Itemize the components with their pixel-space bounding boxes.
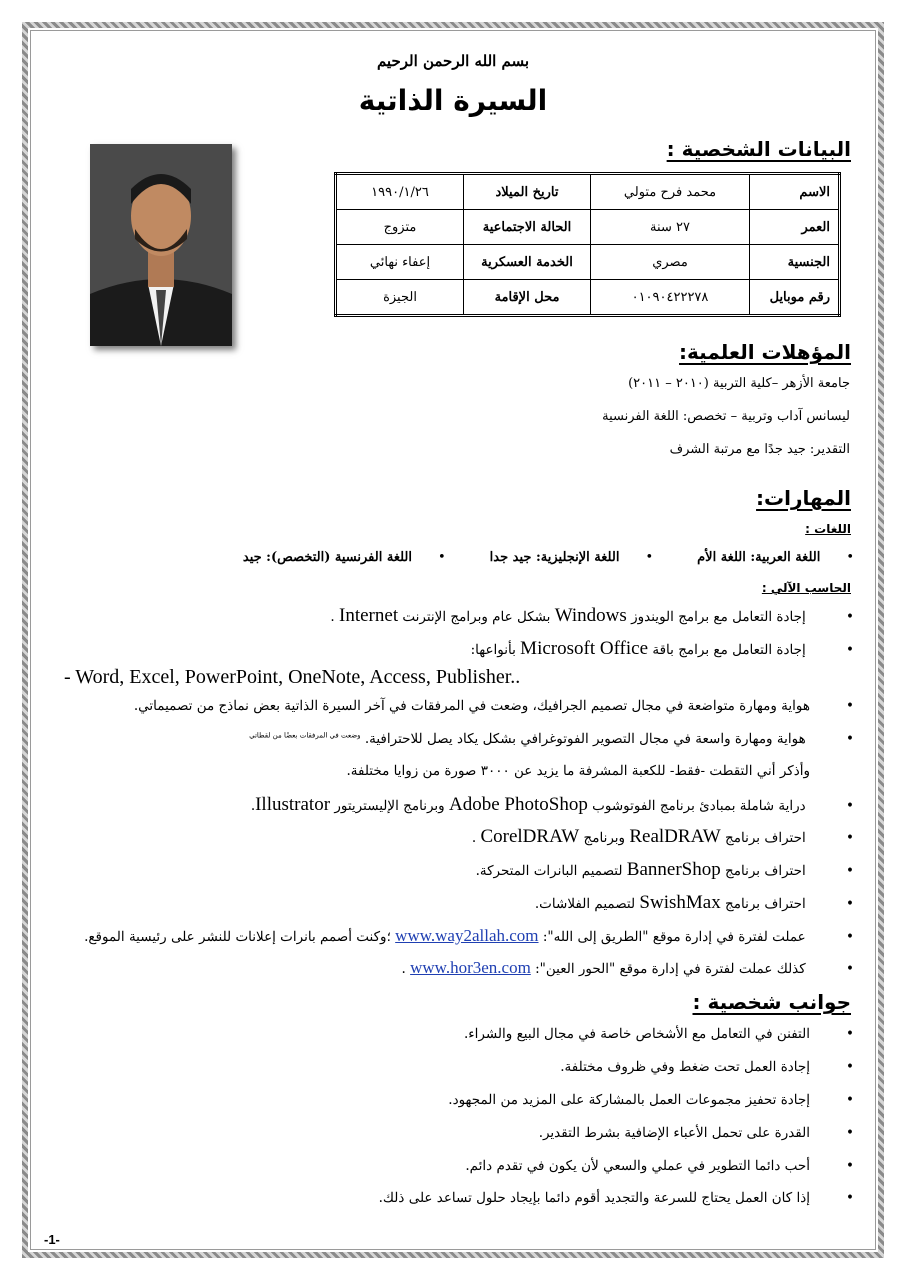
table-cell: متزوج [336,210,464,245]
table-cell: ٢٧ سنة [591,210,750,245]
language-item: • اللغة الإنجليزية: جيد جدا [490,550,653,565]
qualification-line: جامعة الأزهر –كلية التربية (٢٠١٠ – ٢٠١١) [628,376,850,391]
skill-item: • عملت لفترة في إدارة موقع "الطريق إلى الله": www.way2allah.com ؛وكنت أصمم بانرات إعلانات للنشر على رئيسية الموقع. [84,926,854,946]
website-link[interactable]: www.way2allah.com [395,926,539,945]
table-cell: ٠١٠٩٠٤٢٢٢٧٨ [591,280,750,316]
computer-subheading: الحاسب الآلي : [761,581,851,595]
page-title: السيرة الذاتية [358,84,548,117]
table-cell: محمد فرح متولي [591,174,750,210]
skill-item: • كذلك عملت لفترة في إدارة موقع "الحور العين": www.hor3en.com . [402,958,854,978]
personal-aspects-heading: جوانب شخصية : [692,990,851,1014]
skill-item: • هواية ومهارة واسعة في مجال التصوير الفوتوغرافي بشكل يكاد يصل للاحترافية. $^{وضعت في المرفقات بعضًا من لقطاتي}$ [249,731,854,747]
table-cell: رقم موبايل [750,280,840,316]
languages-list [54,550,854,565]
table-row [336,210,840,245]
personal-data-heading: البيانات الشخصية : [666,137,851,161]
qualification-line: التقدير: جيد جدًا مع مرتبة الشرف [669,442,850,457]
profile-photo [90,144,232,346]
table-row [336,280,840,316]
table-cell: الخدمة العسكرية [464,245,591,280]
page-number: -1- [44,1232,60,1247]
table-cell: تاريخ الميلاد [464,174,591,210]
table-cell: الجنسية [750,245,840,280]
skill-item: • احتراف برنامج RealDRAW وبرنامج CorelDRAW . [472,826,854,848]
table-row [336,174,840,210]
aspect-item: • أحب دائما التطوير في عملي والسعي لأن يكون في تقدم دائم. [465,1158,854,1174]
table-cell: الاسم [750,174,840,210]
language-item: • اللغة العربية: اللغة الأم [697,550,854,565]
languages-subheading: اللغات : [805,522,851,536]
skill-item: • دراية شاملة بمبادئ برنامج الفوتوشوب Adobe PhotoShop وبرنامج الإليستريتور Illustrator. [251,794,854,816]
skill-item: • احتراف برنامج SwishMax لتصميم الفلاشات. [535,892,854,914]
qualification-line: ليسانس آداب وتربية – تخصص: اللغة الفرنسية [602,409,850,424]
table-cell: محل الإقامة [464,280,591,316]
personal-info-table [334,172,841,317]
table-cell: الحالة الاجتماعية [464,210,591,245]
table-row [336,245,840,280]
office-apps-list: - Word, Excel, PowerPoint, OneNote, Access, Publisher.. [64,666,521,688]
table-cell: العمر [750,210,840,245]
aspect-item: • إذا كان العمل يحتاج للسرعة والتجديد أقوم دائما بإيجاد حلول تساعد على ذلك. [379,1190,854,1206]
language-item: • اللغة الفرنسية (التخصص): جيد [243,550,446,565]
skill-item: • إجادة التعامل مع برامج باقة Microsoft Office بأنواعها: [471,638,854,660]
basmala: بسم الله الرحمن الرحيم [376,52,530,70]
table-cell: الجيزة [336,280,464,316]
aspect-item: • التفنن في التعامل مع الأشخاص خاصة في مجال البيع والشراء. [464,1026,854,1042]
table-cell: إعفاء نهائي [336,245,464,280]
skill-continuation: وأذكر أني التقطت -فقط- للكعبة المشرفة ما يزيد عن ٣٠٠٠ صورة من زوايا مختلفة. [346,763,810,779]
table-cell: مصري [591,245,750,280]
website-link[interactable]: www.hor3en.com [410,958,531,977]
skill-item: • هواية ومهارة متواضعة في مجال تصميم الجرافيك، وضعت في المرفقات في آخر السيرة الذاتية بعض نماذج من تصميماتي. [134,698,854,714]
aspect-item: • القدرة على تحمل الأعباء الإضافية بشرط التقدير. [539,1125,854,1141]
table-cell: ١٩٩٠/١/٢٦ [336,174,464,210]
aspect-item: • إجادة تحفيز مجموعات العمل بالمشاركة على المزيد من المجهود. [448,1092,854,1108]
qualifications-heading: المؤهلات العلمية: [679,340,851,364]
aspect-item: • إجادة العمل تحت ضغط وفي ظروف مختلفة. [560,1059,854,1075]
skills-heading: المهارات: [756,486,851,510]
skill-item: • احتراف برنامج BannerShop لتصميم البانرات المتحركة. [476,859,854,881]
skill-item: • إجادة التعامل مع برامج الويندوز Windows بشكل عام وبرامج الإنترنت Internet . [330,605,854,627]
